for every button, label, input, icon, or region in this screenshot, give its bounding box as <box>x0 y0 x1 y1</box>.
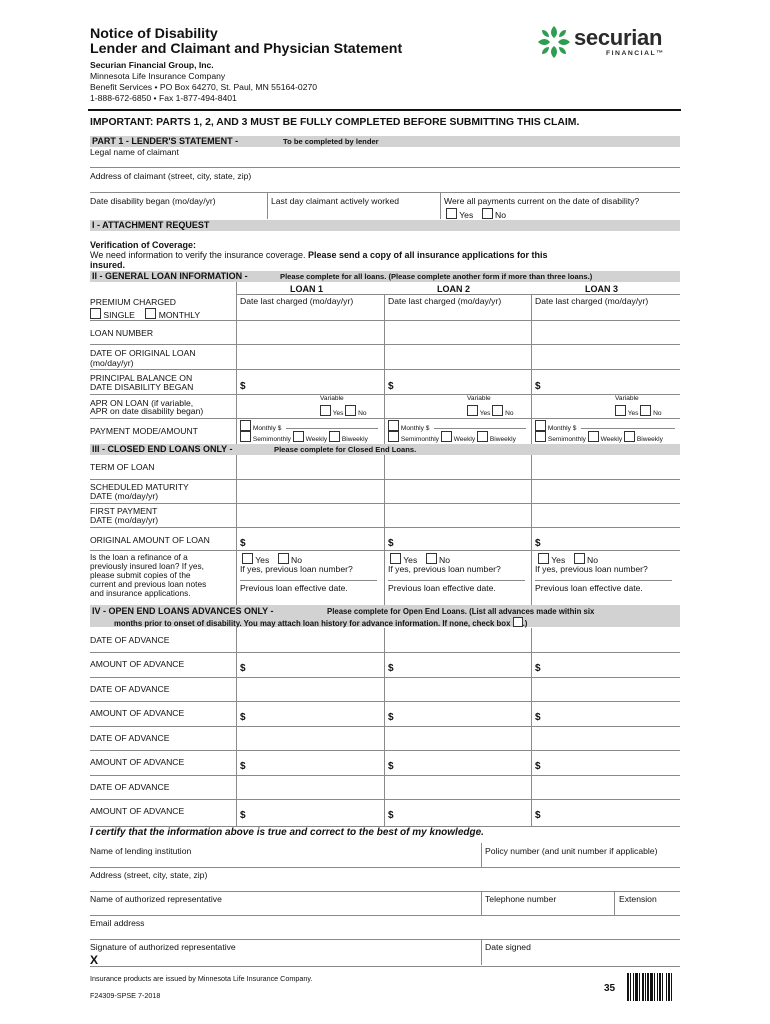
loan1-prev-number: If yes, previous loan number? <box>240 564 353 574</box>
lending-institution-field[interactable] <box>90 867 680 868</box>
lender-address-field[interactable] <box>90 891 680 892</box>
logo-word: securian <box>574 25 663 50</box>
loan3-monthly-amount[interactable] <box>581 428 675 429</box>
loan1-original-dollar[interactable]: $ <box>240 538 246 549</box>
loan2-monthly: Monthly $ <box>388 420 429 433</box>
barcode-bar <box>645 973 646 1001</box>
date-disability-label: Date disability began (mo/day/yr) <box>90 196 216 206</box>
amount-of-advance-label: AMOUNT OF ADVANCE <box>90 757 185 767</box>
term-label: TERM OF LOAN <box>90 462 155 472</box>
loan1-header: LOAN 1 <box>290 284 324 294</box>
barcode-bar <box>647 973 649 1001</box>
loan3-refi-yes-checkbox[interactable] <box>538 553 549 564</box>
date-original-label1: DATE OF ORIGINAL LOAN <box>90 348 196 358</box>
loan3-refi-options: Yes No <box>538 553 598 565</box>
loan3-monthly-checkbox[interactable] <box>535 420 546 431</box>
general-note: Please complete for all loans. (Please complete another form if more than three loans.) <box>280 272 593 281</box>
general-header <box>90 271 680 282</box>
closed-title: III - CLOSED END LOANS ONLY - <box>92 444 233 454</box>
loan3-advance-dollar[interactable]: $ <box>535 712 541 723</box>
date-original-label2: (mo/day/yr) <box>90 358 134 368</box>
barcode-bar <box>657 973 658 1001</box>
signature-x-mark: X <box>90 953 99 967</box>
loan1-frequency: Semimonthly Weekly Biweekly <box>240 431 368 444</box>
loan-number-label: LOAN NUMBER <box>90 328 154 338</box>
loan1-monthly-amount[interactable] <box>286 428 378 429</box>
email-label: Email address <box>90 918 145 928</box>
maturity-label2: DATE (mo/day/yr) <box>90 491 159 501</box>
open-note: Please complete for Open End Loans. (List all advances made within six <box>327 607 595 616</box>
loan3-semimonthly-checkbox[interactable] <box>535 431 546 442</box>
address-line3: 1-888-672-6850 • Fax 1-877-494-8401 <box>90 93 237 103</box>
loan2-biweekly-checkbox[interactable] <box>477 431 488 442</box>
payments-no-checkbox[interactable] <box>482 208 493 219</box>
barcode-bar <box>642 973 644 1001</box>
part1-note: To be completed by lender <box>283 137 379 146</box>
premium-charged-label: PREMIUM CHARGED <box>90 297 176 307</box>
loan1-variable-options: Yes No <box>320 405 367 418</box>
barcode-bar <box>654 973 655 1001</box>
email-field[interactable] <box>90 939 680 940</box>
advance-row-line <box>90 799 680 800</box>
company-name: Securian Financial Group, Inc. <box>90 60 214 70</box>
loan1-refi-yes-checkbox[interactable] <box>242 553 253 564</box>
advance-row-line <box>90 677 680 678</box>
loan2-refi-yes-checkbox[interactable] <box>390 553 401 564</box>
page-number: 35 <box>604 983 616 994</box>
loan2-semimonthly-checkbox[interactable] <box>388 431 399 442</box>
policy-number-label: Policy number (and unit number if applicable) <box>485 846 658 856</box>
date-of-advance-label: DATE OF ADVANCE <box>90 733 170 743</box>
header-divider <box>88 109 681 111</box>
address-line1: Minnesota Life Insurance Company <box>90 71 226 81</box>
loan2-variable-yes-checkbox[interactable] <box>467 405 478 416</box>
loan1-monthly: Monthly $ <box>240 420 281 433</box>
loan2-header: LOAN 2 <box>437 284 471 294</box>
open-header <box>90 605 680 627</box>
monthly-checkbox[interactable] <box>145 308 156 319</box>
loan1-advance-dollar[interactable]: $ <box>240 761 246 772</box>
advance-row-line <box>90 652 680 653</box>
loan3-prev-number-field[interactable] <box>535 580 672 581</box>
loan1-variable-no-checkbox[interactable] <box>345 405 356 416</box>
loan2-date-last-charged: Date last charged (mo/day/yr) <box>388 296 502 306</box>
important-notice: IMPORTANT: PARTS 1, 2, AND 3 MUST BE FULLY COMPLETED BEFORE SUBMITTING THIS CLAIM. <box>90 117 580 128</box>
open-title: IV - OPEN END LOANS ADVANCES ONLY - <box>92 606 274 616</box>
yes-label: Yes <box>459 210 474 220</box>
barcode-bar <box>650 973 653 1001</box>
loan3-variable-yes-checkbox[interactable] <box>615 405 626 416</box>
form-title-line1: Notice of Disability <box>90 26 218 42</box>
closed-header <box>90 444 680 455</box>
amount-of-advance-label: AMOUNT OF ADVANCE <box>90 708 185 718</box>
loan2-principal-dollar[interactable]: $ <box>388 381 394 392</box>
loan1-variable-label: Variable <box>320 395 344 402</box>
loan2-prev-number: If yes, previous loan number? <box>388 564 501 574</box>
lender-address-label: Address (street, city, state, zip) <box>90 870 208 880</box>
certify-statement: I certify that the information above is true and correct to the best of my knowledge. <box>90 827 484 838</box>
loan1-variable-yes-checkbox[interactable] <box>320 405 331 416</box>
payments-yes-checkbox[interactable] <box>446 208 457 219</box>
loan3-original-dollar[interactable]: $ <box>535 538 541 549</box>
closed-note: Please complete for Closed End Loans. <box>274 445 417 454</box>
payment-mode-label: PAYMENT MODE/AMOUNT <box>90 426 198 436</box>
loan3-variable-no-checkbox[interactable] <box>640 405 651 416</box>
address-line2: Benefit Services • PO Box 64270, St. Paul, MN 55164-0270 <box>90 82 318 92</box>
loan1-advance-dollar[interactable]: $ <box>240 712 246 723</box>
loan3-monthly: Monthly $ <box>535 420 576 433</box>
refinance-question: Is the loan a refinance of a previously insured loan? If yes, please submit copies of the current and previous loan notes and insurance applications. <box>90 552 207 598</box>
verification-title: Verification of Coverage: <box>90 240 197 250</box>
advance-row-line <box>90 775 680 776</box>
advance-row-line <box>90 726 680 727</box>
lending-institution-label: Name of lending institution <box>90 846 192 856</box>
barcode-icon <box>627 973 681 1001</box>
first-payment-label1: FIRST PAYMENT <box>90 506 158 516</box>
loan1-weekly-checkbox[interactable] <box>293 431 304 442</box>
premium-options: SINGLE MONTHLY <box>90 308 200 320</box>
advance-row-line <box>90 701 680 702</box>
securian-logo <box>536 24 686 64</box>
amount-of-advance-label: AMOUNT OF ADVANCE <box>90 806 185 816</box>
logo-sub: FINANCIAL™ <box>606 50 665 57</box>
attachment-title: I - ATTACHMENT REQUEST <box>92 220 210 230</box>
maturity-label1: SCHEDULED MATURITY <box>90 482 189 492</box>
loan3-advance-dollar[interactable]: $ <box>535 810 541 821</box>
loan2-advance-dollar[interactable]: $ <box>388 761 394 772</box>
form-title-line2: Lender and Claimant and Physician Statement <box>90 41 403 57</box>
loan2-refi-options: Yes No <box>390 553 450 565</box>
authorized-rep-field[interactable] <box>90 915 680 916</box>
barcode-bar <box>633 973 634 1001</box>
claimant-address-label: Address of claimant (street, city, state, zip) <box>90 171 252 181</box>
barcode-bar <box>662 973 663 1001</box>
loan2-prev-date: Previous loan effective date. <box>388 583 496 593</box>
barcode-bar <box>671 973 672 1001</box>
loan3-variable-options: Yes No <box>615 405 662 418</box>
authorized-rep-label: Name of authorized representative <box>90 894 222 904</box>
signature-label: Signature of authorized representative <box>90 942 236 952</box>
barcode-bar <box>666 973 667 1001</box>
loan1-principal-dollar[interactable]: $ <box>240 381 246 392</box>
loan1-biweekly-checkbox[interactable] <box>329 431 340 442</box>
attachment-header <box>90 220 680 231</box>
no-advances-checkbox[interactable] <box>513 617 523 627</box>
form-number: F24309-SPSE 7-2018 <box>90 991 161 1000</box>
principal-label1: PRINCIPAL BALANCE ON <box>90 373 193 383</box>
loan1-prev-number-field[interactable] <box>240 580 377 581</box>
barcode-bar <box>627 973 629 1001</box>
verification-text2: insured. <box>90 260 126 270</box>
telephone-label: Telephone number <box>485 894 557 904</box>
loan3-refi-no-checkbox[interactable] <box>574 553 585 564</box>
loan2-refi-no-checkbox[interactable] <box>426 553 437 564</box>
part1-header <box>90 136 680 147</box>
loan2-advance-dollar[interactable]: $ <box>388 712 394 723</box>
securian-leaf-icon <box>536 24 576 60</box>
date-of-advance-label: DATE OF ADVANCE <box>90 782 170 792</box>
barcode-bar <box>630 973 631 1001</box>
barcode-bar <box>639 973 640 1001</box>
extension-label: Extension <box>619 894 657 904</box>
verification-text: We need information to verify the insurance coverage. Please send a copy of all insurance applications for this <box>90 250 548 260</box>
claimant-address-field[interactable] <box>90 192 680 193</box>
loan2-prev-number-field[interactable] <box>388 580 525 581</box>
loan2-advance-dollar[interactable]: $ <box>388 810 394 821</box>
loan1-advance-dollar[interactable]: $ <box>240 810 246 821</box>
single-checkbox[interactable] <box>90 308 101 319</box>
loan1-monthly-checkbox[interactable] <box>240 420 251 431</box>
loan3-advance-dollar[interactable]: $ <box>535 663 541 674</box>
loan2-monthly-amount[interactable] <box>434 428 526 429</box>
loan1-refi-options: Yes No <box>242 553 302 565</box>
date-signed-label: Date signed <box>485 942 531 952</box>
barcode-bar <box>635 973 638 1001</box>
loan3-header: LOAN 3 <box>585 284 619 294</box>
loan2-monthly-checkbox[interactable] <box>388 420 399 431</box>
loan3-advance-dollar[interactable]: $ <box>535 761 541 772</box>
loan2-variable-no-checkbox[interactable] <box>492 405 503 416</box>
loan2-frequency: Semimonthly Weekly Biweekly <box>388 431 516 444</box>
loan2-original-dollar[interactable]: $ <box>388 538 394 549</box>
payments-current-label: Were all payments current on the date of disability? <box>444 196 640 206</box>
general-title: II - GENERAL LOAN INFORMATION - <box>92 271 248 281</box>
loan3-prev-number: If yes, previous loan number? <box>535 564 648 574</box>
part1-title: PART 1 - LENDER'S STATEMENT - <box>92 136 239 146</box>
loan1-refi-no-checkbox[interactable] <box>278 553 289 564</box>
loan2-variable-options: Yes No <box>467 405 514 418</box>
loan3-variable-label: Variable <box>615 395 639 402</box>
footer-issued: Insurance products are issued by Minnesota Life Insurance Company. <box>90 974 313 983</box>
first-payment-label2: DATE (mo/day/yr) <box>90 515 159 525</box>
loan3-prev-date: Previous loan effective date. <box>535 583 643 593</box>
barcode-bar <box>668 973 670 1001</box>
payments-current-options <box>446 208 506 220</box>
apr-label2: APR on date disability began) <box>90 406 204 416</box>
loan3-biweekly-checkbox[interactable] <box>624 431 635 442</box>
open-note2: months prior to onset of disability. You may attach loan history for advance information. If none, check box .) <box>114 619 528 628</box>
loan3-weekly-checkbox[interactable] <box>588 431 599 442</box>
loan3-principal-dollar[interactable]: $ <box>535 381 541 392</box>
loan1-advance-dollar[interactable]: $ <box>240 663 246 674</box>
loan3-frequency: Semimonthly Weekly Biweekly <box>535 431 663 444</box>
no-label: No <box>495 210 507 220</box>
signature-field[interactable] <box>90 966 680 967</box>
amount-of-advance-label: AMOUNT OF ADVANCE <box>90 659 185 669</box>
advance-row-line <box>90 750 680 751</box>
barcode-bar <box>659 973 661 1001</box>
loan3-date-last-charged: Date last charged (mo/day/yr) <box>535 296 649 306</box>
date-of-advance-label: DATE OF ADVANCE <box>90 635 170 645</box>
loan1-date-last-charged: Date last charged (mo/day/yr) <box>240 296 354 306</box>
loan1-prev-date: Previous loan effective date. <box>240 583 348 593</box>
apr-label1: APR ON LOAN (if variable, <box>90 398 194 408</box>
loan2-variable-label: Variable <box>467 395 491 402</box>
principal-label2: DATE DISABILITY BEGAN <box>90 382 194 392</box>
loan1-semimonthly-checkbox[interactable] <box>240 431 251 442</box>
loan2-weekly-checkbox[interactable] <box>441 431 452 442</box>
legal-name-label: Legal name of claimant <box>90 147 179 157</box>
loan2-advance-dollar[interactable]: $ <box>388 663 394 674</box>
date-of-advance-label: DATE OF ADVANCE <box>90 684 170 694</box>
legal-name-field[interactable] <box>90 167 680 168</box>
original-amount-label: ORIGINAL AMOUNT OF LOAN <box>90 535 210 545</box>
last-day-worked-label: Last day claimant actively worked <box>271 196 400 206</box>
